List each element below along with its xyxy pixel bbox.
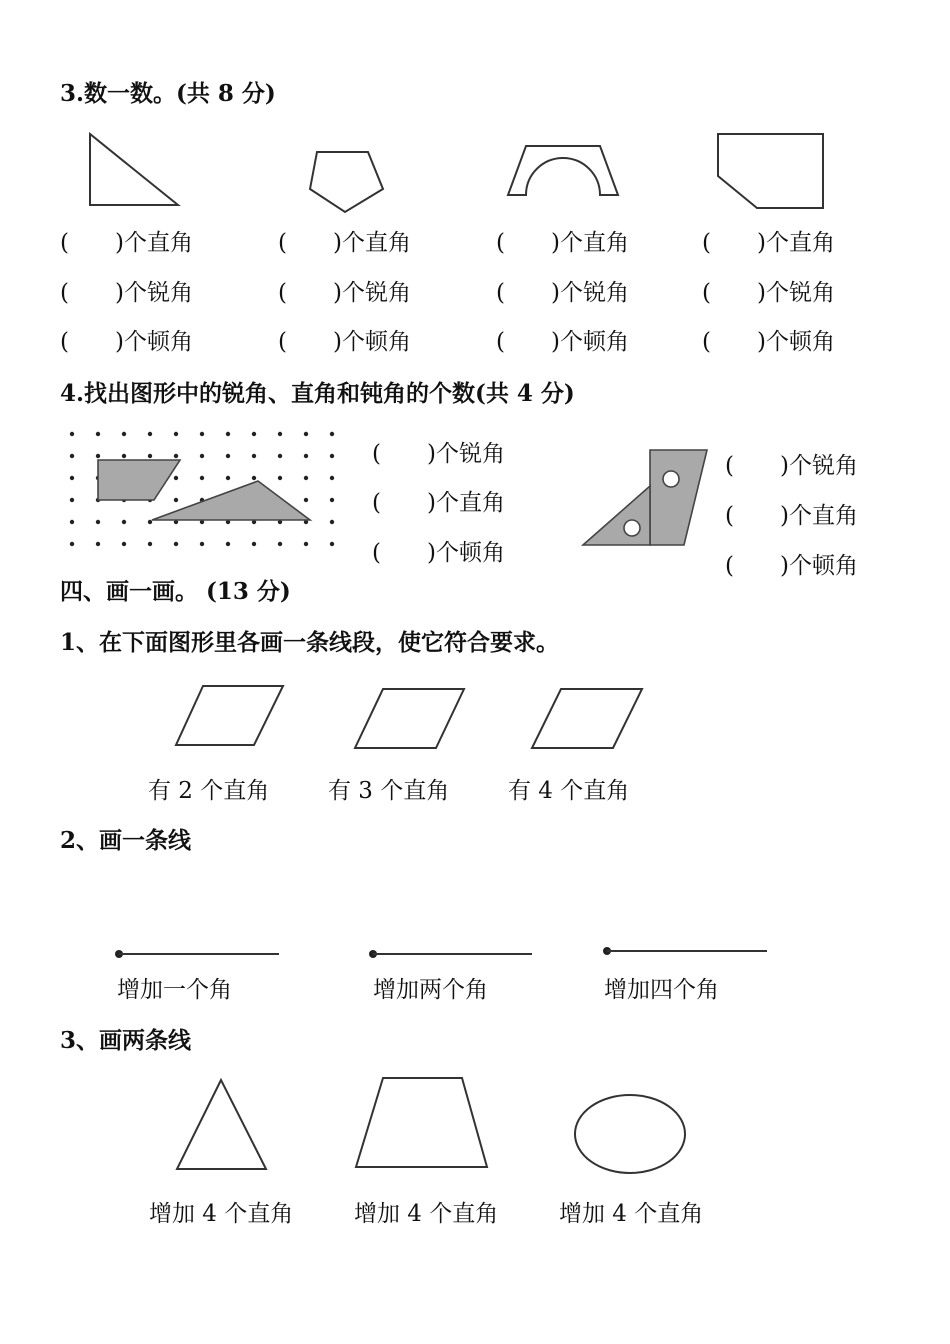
p3-label-2: 增加 4 个直角	[354, 1201, 499, 1227]
q3-blank-obtuse-angle[interactable]: ( )个顿角	[278, 329, 411, 355]
trapezoid-icon	[356, 1078, 487, 1167]
p1-label-1: 有 2 个直角	[148, 778, 270, 804]
section4-p3-title: 3、画两条线	[60, 1027, 192, 1054]
p3-label-1: 增加 4 个直角	[149, 1201, 294, 1227]
p2-label-1: 增加一个角	[117, 977, 232, 1003]
q3-blank-right-angle[interactable]: ( )个直角	[278, 230, 411, 256]
q3-blank-acute-angle[interactable]: ( )个锐角	[60, 280, 193, 306]
q3-blank-acute-angle[interactable]: ( )个锐角	[496, 280, 629, 306]
q3-blank-right-angle[interactable]: ( )个直角	[60, 230, 193, 256]
triangle-icon	[177, 1080, 266, 1169]
q4-left-blank-obtuse[interactable]: ( )个顿角	[372, 540, 505, 566]
q3-blank-obtuse-angle[interactable]: ( )个顿角	[702, 329, 835, 355]
p3-label-3: 增加 4 个直角	[559, 1201, 704, 1227]
ellipse-icon	[575, 1095, 685, 1173]
q4-left-blank-right[interactable]: ( )个直角	[372, 490, 505, 516]
section4-p2-title: 2、画一条线	[60, 827, 192, 854]
p1-label-2: 有 3 个直角	[328, 778, 450, 804]
p2-label-3: 增加四个角	[604, 977, 719, 1003]
q4-right-blank-acute[interactable]: ( )个锐角	[725, 453, 858, 479]
q4-title: 4.找出图形中的锐角、直角和钝角的个数(共 4 分)	[60, 380, 575, 407]
p1-label-3: 有 4 个直角	[508, 778, 630, 804]
q3-blank-acute-angle[interactable]: ( )个锐角	[702, 280, 835, 306]
q3-blank-obtuse-angle[interactable]: ( )个顿角	[496, 329, 629, 355]
q3-title: 3.数一数。(共 8 分)	[60, 80, 276, 107]
section4-title: 四、画一画。 (13 分)	[60, 578, 291, 605]
q4-right-blank-right[interactable]: ( )个直角	[725, 503, 858, 529]
q3-blank-obtuse-angle[interactable]: ( )个顿角	[60, 329, 193, 355]
section4-p1-title: 1、在下面图形里各画一条线段，使它符合要求。	[60, 629, 560, 656]
q4-left-blank-acute[interactable]: ( )个锐角	[372, 441, 505, 467]
p2-label-2: 增加两个角	[373, 977, 488, 1003]
q4-right-blank-obtuse[interactable]: ( )个顿角	[725, 553, 858, 579]
q3-blank-right-angle[interactable]: ( )个直角	[496, 230, 629, 256]
q3-blank-right-angle[interactable]: ( )个直角	[702, 230, 835, 256]
q3-blank-acute-angle[interactable]: ( )个锐角	[278, 280, 411, 306]
